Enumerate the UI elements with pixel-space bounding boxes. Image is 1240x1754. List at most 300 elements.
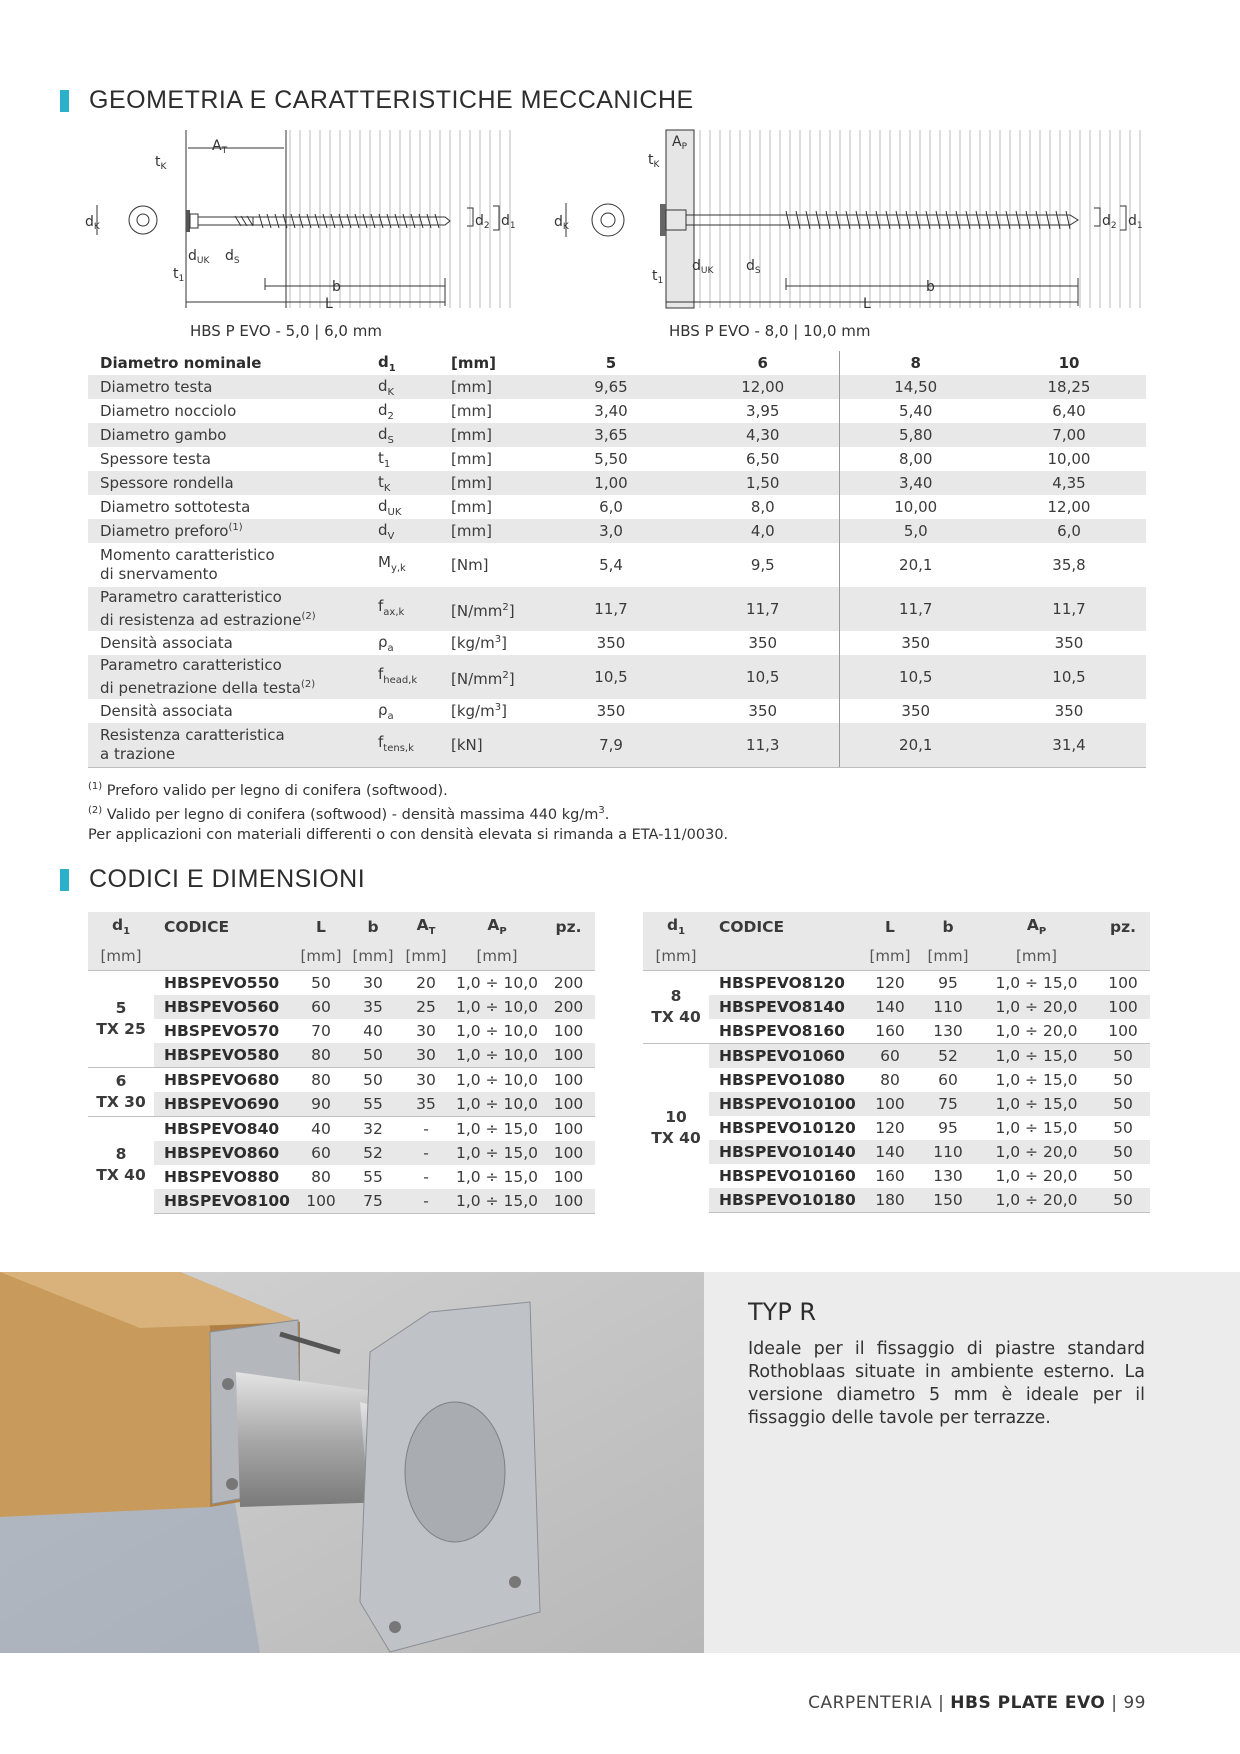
property-value: 20,1 bbox=[839, 543, 992, 587]
code-cell-pz: 50 bbox=[1096, 1140, 1150, 1164]
code-cell-L: 120 bbox=[861, 971, 919, 996]
footer-section: CARPENTERIA bbox=[808, 1693, 933, 1713]
property-value: 11,7 bbox=[839, 587, 992, 631]
code-cell-ap: 1,0 ÷ 10,0 bbox=[452, 1068, 542, 1093]
code-cell-pz: 200 bbox=[542, 995, 595, 1019]
product-code: HBSPEVO680 bbox=[154, 1068, 296, 1093]
property-label: Diametro nocciolo bbox=[100, 402, 237, 420]
property-label: Spessore rondella bbox=[88, 471, 374, 495]
col-d1: $d_1$ bbox=[88, 912, 154, 942]
code-cell-b: 52 bbox=[346, 1141, 400, 1165]
code-cell-ap: 1,0 ÷ 15,0 bbox=[452, 1189, 542, 1214]
label-ds: $d_S$ bbox=[225, 248, 240, 266]
property-value: 8,00 bbox=[839, 447, 992, 471]
property-value: 5,40 bbox=[839, 399, 992, 423]
property-value: 350 bbox=[1054, 634, 1084, 652]
screw-diagram-small bbox=[85, 128, 525, 318]
code-row bbox=[88, 1092, 595, 1117]
code-cell-pz: 100 bbox=[553, 1168, 584, 1186]
code-cell-ap: 1,0 ÷ 20,0 bbox=[995, 1022, 1078, 1040]
property-value: 5,0 bbox=[839, 519, 992, 543]
codes-table-left bbox=[88, 912, 595, 1214]
property-unit: [kN] bbox=[439, 723, 535, 768]
col-ap: $A_P$ bbox=[977, 912, 1096, 942]
property-value: 10,5 bbox=[992, 655, 1146, 699]
code-cell-at: 35 bbox=[400, 1092, 452, 1117]
property-unit: [mm] bbox=[451, 450, 492, 468]
property-value: 7,00 bbox=[992, 423, 1146, 447]
code-cell-ap: 1,0 ÷ 15,0 bbox=[995, 1119, 1078, 1137]
code-cell-L: 90 bbox=[296, 1092, 346, 1117]
code-cell-pz: 100 bbox=[1096, 995, 1150, 1019]
property-unit: [mm] bbox=[439, 423, 535, 447]
code-cell-b: 40 bbox=[363, 1022, 383, 1040]
code-row bbox=[643, 1140, 1150, 1164]
property-symbol: $t_1$ bbox=[378, 448, 391, 470]
code-cell-ap: 1,0 ÷ 20,0 bbox=[977, 1140, 1096, 1164]
property-symbol: $d_V$ bbox=[374, 519, 439, 543]
label-b: b bbox=[332, 279, 341, 295]
code-row bbox=[88, 1068, 595, 1093]
code-cell-b: 55 bbox=[346, 1092, 400, 1117]
product-code: HBSPEVO860 bbox=[154, 1141, 296, 1165]
property-label: Diametro testa bbox=[88, 375, 374, 399]
code-row bbox=[643, 1116, 1150, 1140]
code-cell-L: 60 bbox=[861, 1044, 919, 1069]
code-cell-ap: 1,0 ÷ 20,0 bbox=[977, 995, 1096, 1019]
code-cell-ap: 1,0 ÷ 15,0 bbox=[455, 1168, 538, 1186]
footer-separator: | bbox=[938, 1693, 951, 1713]
code-cell-b: 95 bbox=[938, 1119, 958, 1137]
code-cell-L: 60 bbox=[296, 995, 346, 1019]
unit-l: [mm] bbox=[861, 942, 919, 971]
code-cell-b: 55 bbox=[363, 1168, 383, 1186]
property-label: Densità associata bbox=[100, 634, 233, 652]
property-value: 10,5 bbox=[839, 655, 992, 699]
code-cell-pz: 100 bbox=[1096, 971, 1150, 996]
code-cell-pz: 100 bbox=[542, 1092, 595, 1117]
product-code: HBSPEVO1080 bbox=[719, 1071, 845, 1089]
table-row bbox=[88, 631, 1146, 655]
footer-product: HBS PLATE EVO bbox=[950, 1693, 1106, 1713]
product-code: HBSPEVO1060 bbox=[709, 1044, 861, 1069]
unit-b: [mm] bbox=[346, 942, 400, 971]
property-symbol: $t_K$ bbox=[374, 471, 439, 495]
property-unit: [mm] bbox=[451, 402, 492, 420]
label-d2: $d_2$ bbox=[475, 213, 490, 231]
property-value: 6,40 bbox=[1052, 402, 1086, 420]
code-row bbox=[643, 1068, 1150, 1092]
property-symbol: $d_{UK}$ bbox=[378, 496, 402, 518]
property-value: 20,1 bbox=[839, 723, 992, 768]
group-diameter: 6 TX 30 bbox=[88, 1068, 154, 1117]
code-cell-pz: 50 bbox=[1113, 1119, 1133, 1137]
property-value: 6,50 bbox=[746, 450, 780, 468]
property-unit: $[kg/m^3]$ bbox=[451, 702, 507, 720]
code-cell-b: 30 bbox=[346, 971, 400, 996]
col-b: b bbox=[919, 912, 977, 942]
header-unit: [mm] bbox=[451, 354, 496, 372]
property-value: 3,40 bbox=[594, 402, 628, 420]
property-symbol: $f_{head,k}$ bbox=[374, 655, 439, 699]
group-diameter: 10 TX 40 bbox=[643, 1044, 709, 1213]
code-cell-ap: 1,0 ÷ 15,0 bbox=[977, 971, 1096, 996]
label-t1: $t_1$ bbox=[173, 266, 185, 284]
property-value: 35,8 bbox=[1052, 555, 1086, 574]
code-cell-ap: 1,0 ÷ 15,0 bbox=[977, 1044, 1096, 1069]
unit-pz bbox=[1096, 942, 1150, 971]
table-row bbox=[88, 375, 1146, 399]
property-value: 11,7 bbox=[687, 587, 839, 631]
property-value: 6,0 bbox=[599, 498, 623, 516]
property-value: 350 bbox=[839, 699, 992, 723]
property-value: 350 bbox=[748, 702, 778, 720]
svg-text:dS: $d_S$ bbox=[746, 258, 761, 276]
property-value: 12,00 bbox=[1047, 498, 1091, 516]
table-row bbox=[88, 399, 1146, 423]
property-value: 3,65 bbox=[535, 423, 687, 447]
footer-page-number: 99 bbox=[1123, 1693, 1146, 1713]
property-label: Parametro caratteristico di resistenza ad estrazione$^{(2)}$ bbox=[88, 587, 374, 631]
codes-table-right bbox=[643, 912, 1150, 1213]
code-cell-b: 150 bbox=[919, 1188, 977, 1213]
property-value: 31,4 bbox=[992, 723, 1146, 768]
property-value: 10,00 bbox=[1047, 450, 1091, 468]
code-row bbox=[88, 995, 595, 1019]
property-label: Momento caratteristico di snervamento bbox=[100, 546, 275, 583]
col-ap: $A_P$ bbox=[452, 912, 542, 942]
code-row bbox=[643, 1019, 1150, 1044]
code-cell-b: 50 bbox=[346, 1068, 400, 1093]
product-code: HBSPEVO8120 bbox=[709, 971, 861, 996]
group-diameter: 5 TX 25 bbox=[88, 971, 154, 1068]
product-photo bbox=[0, 1272, 704, 1653]
table-row bbox=[88, 543, 1146, 587]
code-row bbox=[643, 1164, 1150, 1188]
code-cell-L: 140 bbox=[861, 995, 919, 1019]
code-row bbox=[643, 1044, 1150, 1069]
table-header-row bbox=[88, 351, 1146, 375]
svg-text:d2: $d_2$ bbox=[1102, 213, 1117, 231]
code-cell-at: - bbox=[400, 1189, 452, 1214]
code-cell-ap: 1,0 ÷ 15,0 bbox=[995, 1071, 1078, 1089]
property-symbol: $f_{ax,k}$ bbox=[374, 587, 439, 631]
page-footer bbox=[808, 1693, 1146, 1713]
code-cell-L: 70 bbox=[311, 1022, 331, 1040]
property-value: 10,5 bbox=[687, 655, 839, 699]
section-title-text: CODICI E DIMENSIONI bbox=[89, 865, 366, 893]
property-unit: $[N/mm^2]$ bbox=[439, 587, 535, 631]
code-cell-pz: 100 bbox=[553, 1022, 584, 1040]
code-cell-at: 30 bbox=[400, 1068, 452, 1093]
svg-text:L: L bbox=[863, 296, 871, 312]
code-cell-ap: 1,0 ÷ 10,0 bbox=[452, 995, 542, 1019]
col-pz: pz. bbox=[1096, 912, 1150, 942]
col-l: L bbox=[296, 912, 346, 942]
property-symbol: $d_2$ bbox=[378, 400, 394, 422]
code-cell-L: 120 bbox=[875, 1119, 905, 1137]
table-row bbox=[88, 447, 1146, 471]
property-unit: [mm] bbox=[439, 519, 535, 543]
code-cell-at: 25 bbox=[400, 995, 452, 1019]
svg-text:dK: $d_K$ bbox=[554, 214, 569, 232]
product-code: HBSPEVO8160 bbox=[719, 1022, 845, 1040]
code-row bbox=[643, 1092, 1150, 1116]
code-cell-at: 30 bbox=[416, 1022, 436, 1040]
property-value: 6,0 bbox=[992, 519, 1146, 543]
code-cell-ap: 1,0 ÷ 20,0 bbox=[995, 1167, 1078, 1185]
unit-d1: [mm] bbox=[88, 942, 154, 971]
code-cell-L: 50 bbox=[296, 971, 346, 996]
code-row bbox=[88, 1117, 595, 1142]
code-cell-b: 60 bbox=[938, 1071, 958, 1089]
group-diameter: 8 TX 40 bbox=[88, 1117, 154, 1214]
code-cell-ap: 1,0 ÷ 10,0 bbox=[452, 1092, 542, 1117]
product-code: HBSPEVO10140 bbox=[709, 1140, 861, 1164]
product-code: HBSPEVO570 bbox=[164, 1022, 280, 1040]
code-cell-b: 95 bbox=[919, 971, 977, 996]
property-value: 11,7 bbox=[992, 587, 1146, 631]
code-cell-L: 160 bbox=[875, 1022, 905, 1040]
code-row bbox=[643, 1188, 1150, 1213]
property-unit: [mm] bbox=[439, 375, 535, 399]
property-value: 18,25 bbox=[992, 375, 1146, 399]
property-value: 350 bbox=[596, 634, 626, 652]
section-title-text: GEOMETRIA E CARATTERISTICHE MECCANICHE bbox=[89, 86, 694, 114]
property-symbol: $f_{tens,k}$ bbox=[374, 723, 439, 768]
property-value: 3,40 bbox=[839, 471, 992, 495]
property-value: 7,9 bbox=[535, 723, 687, 768]
property-value: 9,65 bbox=[535, 375, 687, 399]
label-tk: $t_K$ bbox=[155, 154, 167, 172]
table-row bbox=[88, 495, 1146, 519]
col-b: b bbox=[346, 912, 400, 942]
code-row bbox=[88, 1141, 595, 1165]
header-diameter: 8 bbox=[839, 351, 992, 375]
code-cell-L: 80 bbox=[311, 1168, 331, 1186]
code-row bbox=[88, 1165, 595, 1189]
col-l: L bbox=[861, 912, 919, 942]
typ-description: Ideale per il fissaggio di piastre standard Rothoblaas situate in ambiente esterno. La versione diametro 5 mm è ideale per il fissaggio delle tavole per terrazze. bbox=[748, 1339, 1145, 1428]
property-value: 4,0 bbox=[687, 519, 839, 543]
product-code: HBSPEVO10100 bbox=[709, 1092, 861, 1116]
unit-ap: [mm] bbox=[452, 942, 542, 971]
code-cell-at: - bbox=[400, 1117, 452, 1142]
unit-b: [mm] bbox=[919, 942, 977, 971]
code-cell-ap: 1,0 ÷ 15,0 bbox=[452, 1141, 542, 1165]
unit-at: [mm] bbox=[400, 942, 452, 971]
footnote-1: $^{(1)}$ Preforo valido per legno di conifera (softwood). bbox=[88, 781, 448, 799]
label-d1: $d_1$ bbox=[501, 213, 516, 231]
product-code: HBSPEVO880 bbox=[164, 1168, 280, 1186]
code-cell-pz: 50 bbox=[1113, 1071, 1133, 1089]
code-cell-pz: 100 bbox=[1108, 1022, 1138, 1040]
code-cell-b: 130 bbox=[933, 1167, 963, 1185]
svg-text:tK: $t_K$ bbox=[648, 152, 660, 170]
unit-pz bbox=[542, 942, 595, 971]
code-cell-ap: 1,0 ÷ 15,0 bbox=[977, 1092, 1096, 1116]
code-cell-pz: 100 bbox=[542, 1043, 595, 1068]
product-code: HBSPEVO550 bbox=[154, 971, 296, 996]
code-cell-L: 100 bbox=[861, 1092, 919, 1116]
code-row bbox=[88, 1019, 595, 1043]
property-symbol: $\rho_a$ bbox=[378, 632, 394, 654]
table-row bbox=[88, 655, 1146, 699]
code-row bbox=[643, 971, 1150, 996]
code-cell-L: 100 bbox=[296, 1189, 346, 1214]
header-diameter: 5 bbox=[605, 354, 617, 372]
code-cell-b: 32 bbox=[346, 1117, 400, 1142]
property-value: 8,0 bbox=[750, 498, 775, 516]
code-cell-ap: 1,0 ÷ 20,0 bbox=[977, 1188, 1096, 1213]
property-label: Resistenza caratteristica a trazione bbox=[88, 723, 374, 768]
code-row bbox=[88, 971, 595, 996]
code-cell-pz: 50 bbox=[1096, 1092, 1150, 1116]
property-value: 4,30 bbox=[687, 423, 839, 447]
product-code: HBSPEVO8140 bbox=[709, 995, 861, 1019]
property-symbol: $d_K$ bbox=[374, 375, 439, 399]
footnotes bbox=[88, 777, 728, 845]
code-row bbox=[88, 1189, 595, 1214]
property-value: 9,5 bbox=[750, 555, 775, 574]
product-code: HBSPEVO580 bbox=[154, 1043, 296, 1068]
property-value: 350 bbox=[596, 702, 626, 720]
table-row bbox=[88, 723, 1146, 768]
code-row bbox=[88, 1043, 595, 1068]
code-cell-b: 110 bbox=[919, 995, 977, 1019]
product-code: HBSPEVO690 bbox=[154, 1092, 296, 1117]
code-cell-pz: 200 bbox=[542, 971, 595, 996]
code-cell-b: 50 bbox=[346, 1043, 400, 1068]
product-code: HBSPEVO560 bbox=[154, 995, 296, 1019]
code-cell-L: 160 bbox=[875, 1167, 905, 1185]
footnote-3: Per applicazioni con materiali differenti o con densità elevata si rimanda a ETA-11/0030. bbox=[88, 826, 729, 843]
property-label: Diametro gambo bbox=[88, 423, 374, 447]
svg-text:dUK: $d_{UK}$ bbox=[692, 258, 714, 276]
property-unit: [mm] bbox=[439, 471, 535, 495]
table-row bbox=[88, 699, 1146, 723]
header-symbol: $d_1$ bbox=[378, 352, 396, 374]
property-value: 350 bbox=[748, 634, 778, 652]
property-label: Diametro preforo$^{(1)}$ bbox=[88, 519, 374, 543]
col-d1: $d_1$ bbox=[643, 912, 709, 942]
product-code: HBSPEVO840 bbox=[154, 1117, 296, 1142]
property-value: 1,00 bbox=[535, 471, 687, 495]
code-cell-b: 35 bbox=[346, 995, 400, 1019]
screw-diagram-large bbox=[554, 128, 1150, 318]
svg-text:d1: $d_1$ bbox=[1128, 213, 1143, 231]
section-marker bbox=[60, 90, 69, 112]
code-cell-L: 80 bbox=[296, 1068, 346, 1093]
table-row bbox=[88, 423, 1146, 447]
typ-info-panel bbox=[704, 1272, 1240, 1653]
svg-text:t1: $t_1$ bbox=[652, 268, 664, 286]
code-cell-pz: 100 bbox=[542, 1117, 595, 1142]
property-unit: [mm] bbox=[451, 498, 492, 516]
header-diameter: 6 bbox=[757, 354, 768, 372]
property-unit: $[N/mm^2]$ bbox=[439, 655, 535, 699]
property-value: 11,7 bbox=[535, 587, 687, 631]
label-at: $A_T$ bbox=[212, 138, 228, 156]
typ-title: TYP R bbox=[748, 1298, 817, 1326]
property-value: 4,35 bbox=[992, 471, 1146, 495]
product-code: HBSPEVO10160 bbox=[719, 1167, 856, 1185]
unit-l: [mm] bbox=[296, 942, 346, 971]
header-label: Diametro nominale bbox=[100, 354, 262, 372]
col-at: $A_T$ bbox=[400, 912, 452, 942]
col-pz: pz. bbox=[542, 912, 595, 942]
property-label: Densità associata bbox=[100, 702, 233, 720]
property-value: 350 bbox=[839, 631, 992, 655]
property-value: 1,50 bbox=[687, 471, 839, 495]
code-row bbox=[643, 995, 1150, 1019]
code-cell-ap: 1,0 ÷ 10,0 bbox=[452, 1043, 542, 1068]
property-value: 5,50 bbox=[594, 450, 628, 468]
code-cell-L: 80 bbox=[880, 1071, 900, 1089]
code-cell-pz: 50 bbox=[1096, 1044, 1150, 1069]
code-cell-b: 75 bbox=[919, 1092, 977, 1116]
code-cell-b: 130 bbox=[933, 1022, 963, 1040]
label-duk: $d_{UK}$ bbox=[188, 248, 210, 266]
property-unit: [Nm] bbox=[451, 555, 489, 574]
code-cell-pz: 100 bbox=[542, 1068, 595, 1093]
code-cell-ap: 1,0 ÷ 10,0 bbox=[455, 1022, 538, 1040]
code-cell-b: 52 bbox=[919, 1044, 977, 1069]
code-cell-b: 110 bbox=[919, 1140, 977, 1164]
header-diameter: 10 bbox=[1058, 354, 1080, 372]
unit-d1: [mm] bbox=[643, 942, 709, 971]
code-cell-pz: 50 bbox=[1113, 1167, 1133, 1185]
table-row bbox=[88, 471, 1146, 495]
product-code: HBSPEVO8100 bbox=[154, 1189, 296, 1214]
table-row bbox=[88, 519, 1146, 543]
group-diameter: 8 TX 40 bbox=[643, 971, 709, 1044]
property-label: Spessore testa bbox=[100, 450, 211, 468]
code-cell-pz: 100 bbox=[542, 1189, 595, 1214]
section-title-codici bbox=[60, 865, 365, 894]
property-value: 11,3 bbox=[687, 723, 839, 768]
label-ap: $A_P$ bbox=[672, 134, 688, 152]
code-cell-L: 60 bbox=[296, 1141, 346, 1165]
code-cell-pz: 50 bbox=[1096, 1188, 1150, 1213]
unit-ap: [mm] bbox=[977, 942, 1096, 971]
footnote-2: $^{(2)}$ Valido per legno di conifera (softwood) - densità massima 440 $kg/m^3$. bbox=[88, 804, 610, 823]
property-value: 350 bbox=[1054, 702, 1084, 720]
property-symbol: $\rho_a$ bbox=[378, 700, 394, 722]
property-value: 5,80 bbox=[839, 423, 992, 447]
property-value: 10,00 bbox=[839, 495, 992, 519]
diagram-caption-right: HBS P EVO - 8,0 | 10,0 mm bbox=[669, 322, 871, 340]
product-code: HBSPEVO10120 bbox=[719, 1119, 856, 1137]
footer-separator: | bbox=[1111, 1693, 1124, 1713]
property-value: 3,0 bbox=[535, 519, 687, 543]
code-cell-L: 40 bbox=[296, 1117, 346, 1142]
product-code: HBSPEVO10180 bbox=[709, 1188, 861, 1213]
mechanical-properties-table bbox=[88, 351, 1146, 768]
code-cell-at: 20 bbox=[400, 971, 452, 996]
svg-text:b: b bbox=[926, 279, 935, 295]
code-cell-b: 75 bbox=[346, 1189, 400, 1214]
table-row bbox=[88, 587, 1146, 631]
property-value: 10,5 bbox=[535, 655, 687, 699]
property-value: 14,50 bbox=[839, 375, 992, 399]
col-codice: CODICE bbox=[709, 912, 861, 942]
code-cell-L: 180 bbox=[861, 1188, 919, 1213]
label-dk: $d_K$ bbox=[85, 214, 100, 232]
diagram-caption-left: HBS P EVO - 5,0 | 6,0 mm bbox=[190, 322, 382, 340]
code-cell-L: 80 bbox=[296, 1043, 346, 1068]
col-codice: CODICE bbox=[154, 912, 296, 942]
